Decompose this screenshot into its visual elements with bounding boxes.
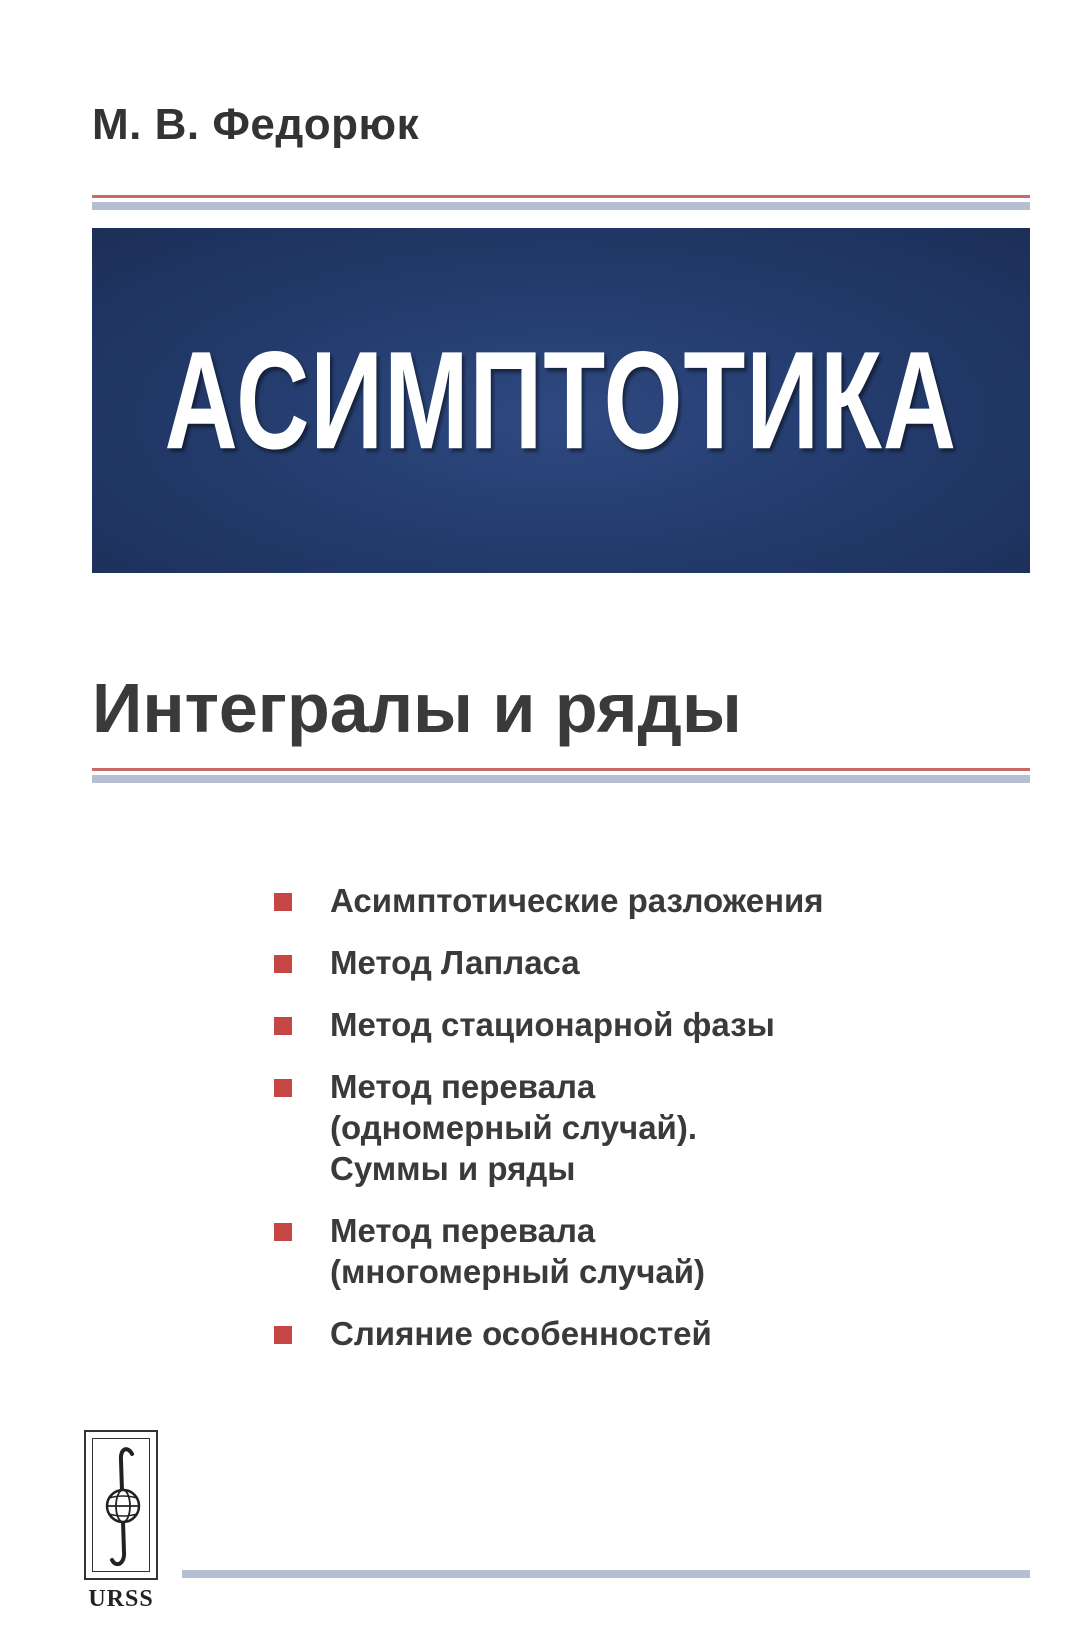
topic-text: Метод перевала (многомерный случай): [330, 1212, 706, 1290]
middle-divider: [92, 768, 1030, 783]
bottom-divider: [182, 1570, 1030, 1578]
square-bullet-icon: [274, 1079, 292, 1097]
publisher-name: URSS: [88, 1586, 154, 1612]
list-item: [270, 880, 910, 921]
square-bullet-icon: [274, 955, 292, 973]
integral-globe-icon: [94, 1440, 152, 1574]
publisher-logo: [84, 1430, 160, 1615]
top-divider: [92, 195, 1030, 210]
topic-text: Слияние особенностей: [330, 1315, 712, 1352]
title-banner: [92, 228, 1030, 573]
topic-list: [270, 880, 910, 1375]
square-bullet-icon: [274, 1223, 292, 1241]
list-item: [270, 1313, 910, 1354]
topic-text: Метод стационарной фазы: [330, 1006, 775, 1043]
logo-frame: [84, 1430, 158, 1580]
topic-text: Метод Лапласа: [330, 944, 580, 981]
book-subtitle: Интегралы и ряды: [92, 669, 742, 747]
author-name: М. В. Федорюк: [92, 100, 420, 149]
list-item: [270, 1004, 910, 1045]
topic-text: Метод перевала (одномерный случай). Суммы и ряды: [330, 1068, 697, 1187]
list-item: [270, 1210, 910, 1292]
square-bullet-icon: [274, 893, 292, 911]
book-title: АСИМПТОТИКА: [164, 322, 958, 479]
list-item: [270, 1066, 910, 1189]
square-bullet-icon: [274, 1017, 292, 1035]
list-item: [270, 942, 910, 983]
square-bullet-icon: [274, 1326, 292, 1344]
topic-text: Асимптотические разложения: [330, 882, 824, 919]
